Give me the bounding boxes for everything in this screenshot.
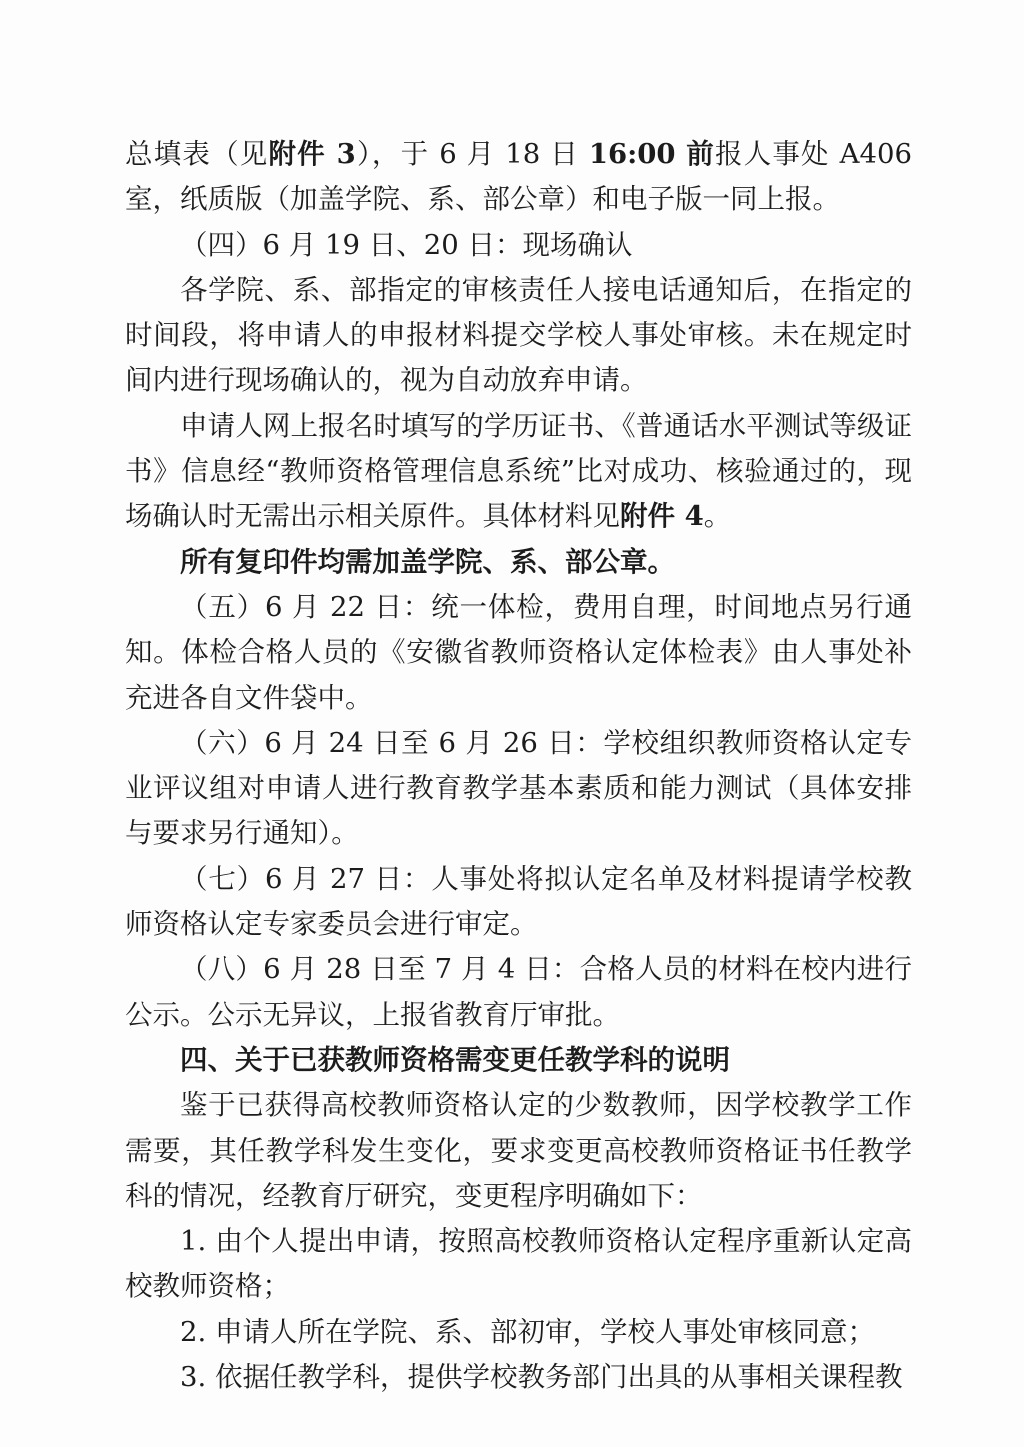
text-segment: 1. 由个人提出申请，按照高校教师资格认定程序重新认定高校教师资格； bbox=[125, 1225, 912, 1303]
bold-notice bbox=[125, 540, 912, 585]
section-item-5 bbox=[125, 585, 912, 721]
text-segment: （六）6 月 24 日至 6 月 26 日：学校组织教师资格认定专业评议组对申请人进行教育教学基本素质和能力测试（具体安排与要求另行通知）。 bbox=[125, 726, 912, 850]
list-item-1 bbox=[125, 1219, 912, 1310]
text-segment: ），于 6 月 18 日 bbox=[355, 138, 589, 170]
text-segment: 总填表（见 bbox=[125, 138, 269, 170]
text-segment: （七）6 月 27 日：人事处将拟认定名单及材料提请学校教师资格认定专家委员会进行审定。 bbox=[125, 862, 912, 941]
text-segment: 2. 申请人所在学院、系、部初审，学校人事处审核同意； bbox=[180, 1315, 875, 1348]
text-segment: 各学院、系、部指定的审核责任人接电话通知后，在指定的时间段，将申请人的申报材料提交学校人事处审核。未在规定时间内进行现场确认的，视为自动放弃申请。 bbox=[125, 273, 912, 397]
document-body bbox=[125, 132, 912, 1400]
text-segment: 申请人网上报名时填写的学历证书、《普通话水平测试等级证书》信息经“教师资格管理信息系统”比对成功、核验通过的，现场确认时无需出示相关原件。具体材料见 bbox=[125, 409, 912, 533]
section-item-6 bbox=[125, 721, 912, 857]
text-segment: 鉴于已获得高校教师资格认定的少数教师，因学校教学工作需要，其任教学科发生变化，要求变更高校教师资格证书任教学科的情况，经教育厅研究，变更程序明确如下： bbox=[125, 1089, 912, 1212]
section-heading-4 bbox=[125, 223, 912, 268]
paragraph bbox=[125, 1083, 912, 1219]
text-segment: 四、关于已获教师资格需变更任教学科的说明 bbox=[180, 1043, 730, 1076]
section-item-7 bbox=[125, 857, 912, 948]
text-segment: 所有复印件均需加盖学院、系、部公章。 bbox=[180, 545, 675, 578]
section-heading-four bbox=[125, 1038, 912, 1083]
paragraph-continuation bbox=[125, 132, 912, 223]
section-item-8 bbox=[125, 947, 912, 1038]
text-segment: 报人事处 A406 室，纸质版（加盖学院、系、部公章）和电子版一同上报。 bbox=[125, 138, 913, 216]
text-segment: 3. 依据任教学科，提供学校教务部门出具的从事相关课程教 bbox=[180, 1361, 903, 1394]
paragraph bbox=[125, 404, 912, 540]
deadline-time: 16:00 前 bbox=[588, 138, 715, 170]
list-item-3 bbox=[125, 1355, 912, 1400]
attachment-ref-3: 附件 3 bbox=[268, 138, 356, 170]
text-segment: 。 bbox=[703, 500, 732, 533]
text-segment: （八）6 月 28 日至 7 月 4 日：合格人员的材料在校内进行公示。公示无异议，上报省教育厅审批。 bbox=[125, 953, 912, 1031]
list-item-2 bbox=[125, 1310, 912, 1355]
attachment-ref-4: 附件 4 bbox=[620, 500, 704, 533]
paragraph bbox=[125, 268, 912, 404]
text-segment: （五）6 月 22 日：统一体检，费用自理，时间地点另行通知。体检合格人员的《安徽省教师资格认定体检表》由人事处补充进各自文件袋中。 bbox=[125, 590, 912, 714]
text-segment: （四）6 月 19 日、20 日：现场确认 bbox=[180, 228, 633, 261]
